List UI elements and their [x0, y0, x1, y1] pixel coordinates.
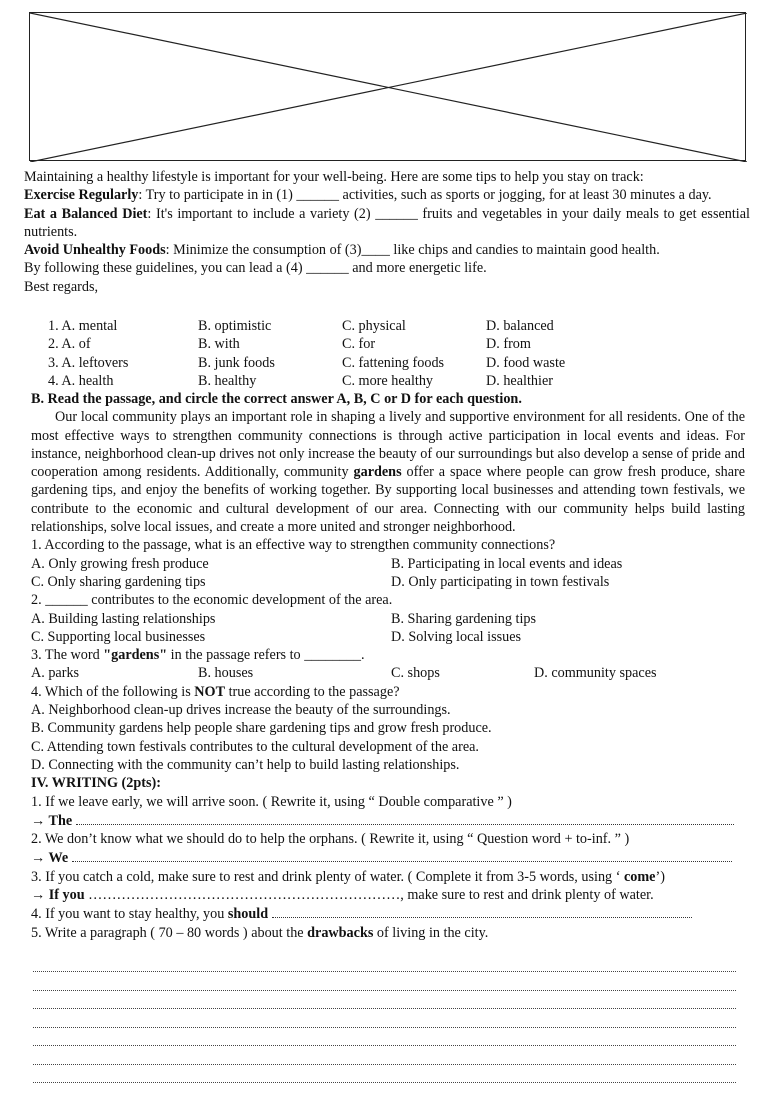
option[interactable]: B. houses — [198, 665, 254, 682]
writing-q2-answer — [31, 848, 745, 867]
writing-q1-answer — [31, 811, 745, 830]
writing-line[interactable] — [33, 1008, 736, 1009]
option[interactable]: B. optimistic — [198, 318, 272, 334]
part-b-heading: B. Read the passage, and circle the correct answer A, B, C or D for each question. — [31, 391, 522, 407]
q3-post: in the passage refers to ________. — [167, 647, 365, 664]
answer-line[interactable] — [76, 811, 734, 825]
intro-text: Maintaining a healthy lifestyle is important for your well-being. Here are some tips to help you stay on track: — [24, 169, 644, 185]
option[interactable]: D. community spaces — [534, 665, 657, 682]
reading-passage — [31, 408, 745, 536]
passage-part-1: Our local community plays an important role in shaping a lively and supportive environment for all residents. One of the most effective ways to strengthen community connections is through active participation in local events and ideas. For instance, neighborhood clean-up drives not only increase the beauty of our surroundings but also develop a sense of pride and cooperation among residents. Additionally, community — [31, 409, 745, 481]
q1-options-row — [31, 555, 745, 573]
tip-exercise-head: Exercise Regularly — [24, 187, 139, 204]
writing-line[interactable] — [33, 1064, 736, 1065]
q4-pre: 4. Which of the following is — [31, 683, 195, 700]
writing-line[interactable] — [33, 1045, 736, 1046]
q1-options-row — [31, 573, 745, 591]
option-row — [48, 317, 764, 335]
writing-line[interactable] — [33, 971, 736, 972]
w3-pre: 3. If you catch a cold, make sure to rest and drink plenty of water. ( Complete it from 3-5 words, using ‘ — [31, 868, 624, 885]
option[interactable]: B. Community gardens help people share gardening tips and grow fresh produce. — [31, 720, 492, 737]
option[interactable]: C. fattening foods — [342, 354, 445, 371]
tip-diet-head: Eat a Balanced Diet — [24, 205, 148, 222]
tip-diet-text: : It's important to include a variety (2) ______ fruits and vegetables in your daily meals to get essential nutrients. — [24, 205, 750, 240]
option[interactable]: C. more healthy — [342, 372, 434, 389]
writing-q3 — [31, 868, 745, 886]
option[interactable]: D. Solving local issues — [391, 628, 522, 645]
option[interactable]: D. balanced — [486, 318, 554, 334]
option[interactable]: C. physical — [342, 318, 406, 334]
option[interactable]: D. Connecting with the community can’t help to build lasting relationships. — [31, 756, 460, 773]
option[interactable]: C. Attending town festivals contributes to the cultural development of the area. — [31, 738, 479, 755]
tip-exercise-text: : Try to participate in in (1) ______ activities, such as sports or jogging, for at least 30 minutes a day. — [138, 187, 712, 204]
tip-exercise — [24, 186, 750, 204]
q4-post: true according to the passage? — [225, 683, 400, 700]
question-3 — [31, 646, 745, 664]
q4-bold: NOT — [194, 683, 226, 700]
part-a-text — [24, 168, 750, 296]
closing-text: By following these guidelines, you can lead a (4) ______ and more energetic life. — [24, 260, 487, 277]
option-row — [48, 335, 764, 353]
answer-prefix: → We — [31, 850, 69, 867]
w4-bold: should — [227, 906, 269, 923]
q2-options-row — [31, 610, 745, 628]
option[interactable]: D. healthier — [486, 372, 553, 389]
option[interactable]: D. Only participating in town festivals — [391, 573, 610, 590]
option[interactable]: 1. A. mental — [48, 318, 118, 334]
option[interactable]: A. Building lasting relationships — [31, 610, 216, 627]
option[interactable]: B. junk foods — [198, 354, 275, 371]
answer-prefix: → The — [31, 812, 73, 829]
tip-foods-text: : Minimize the consumption of (3)____ like chips and candies to maintain good health. — [165, 242, 660, 259]
w3-tail: , make sure to rest and drink plenty of water. — [400, 887, 654, 904]
tip-foods-head: Avoid Unhealthy Foods — [24, 242, 166, 259]
tip-diet — [24, 205, 750, 242]
writing-q1: 1. If we leave early, we will arrive soon. ( Rewrite it, using “ Double comparative ” ) — [31, 793, 512, 810]
option-row — [48, 372, 764, 390]
question-2: 2. ______ contributes to the economic development of the area. — [31, 592, 393, 609]
option[interactable]: B. healthy — [198, 372, 257, 389]
w4-pre: 4. If you want to stay healthy, you — [31, 906, 228, 923]
option[interactable]: C. shops — [391, 665, 440, 682]
option[interactable]: C. Supporting local businesses — [31, 628, 206, 645]
answer-dots[interactable]: ………………………………………………………… — [88, 887, 401, 904]
writing-q2: 2. We don’t know what we should do to help the orphans. ( Rewrite it, using “ Question word + to-inf. ” ) — [31, 831, 630, 848]
option[interactable]: 2. A. of — [48, 336, 91, 353]
option[interactable]: 3. A. leftovers — [48, 354, 129, 371]
part-b — [31, 390, 745, 942]
w5-bold: drawbacks — [307, 924, 374, 941]
writing-line[interactable] — [33, 1027, 736, 1028]
answer-line[interactable] — [272, 904, 692, 918]
option[interactable]: D. from — [486, 336, 531, 353]
w3-post: ’) — [655, 868, 665, 885]
passage-bold-word: gardens — [353, 464, 402, 481]
option[interactable]: A. Only growing fresh produce — [31, 555, 209, 572]
writing-q4 — [31, 904, 745, 923]
option[interactable]: A. parks — [31, 665, 80, 682]
writing-heading: IV. WRITING (2pts): — [31, 775, 161, 792]
question-1: 1. According to the passage, what is an effective way to strengthen community connections? — [31, 537, 556, 554]
regards-text: Best regards, — [24, 278, 99, 295]
option[interactable]: B. Sharing gardening tips — [391, 610, 537, 627]
q2-options-row — [31, 628, 745, 646]
option[interactable]: B. Participating in local events and ideas — [391, 555, 623, 572]
writing-q3-answer — [31, 886, 745, 904]
option[interactable]: 4. A. health — [48, 372, 114, 389]
tip-foods — [24, 241, 750, 259]
option[interactable]: A. Neighborhood clean-up drives increase the beauty of the surroundings. — [31, 702, 451, 719]
answer-prefix: → If you — [31, 887, 85, 904]
writing-q5 — [31, 924, 745, 942]
option[interactable]: D. food waste — [486, 354, 566, 371]
part-a-options — [48, 317, 764, 390]
w5-post: of living in the city. — [373, 924, 489, 941]
answer-line[interactable] — [72, 848, 732, 862]
option-row — [48, 354, 764, 372]
w3-bold: come — [623, 868, 656, 885]
q3-options-row — [31, 664, 745, 682]
passage-part-2: offer a space where people can grow fresh produce, share gardening tips, and enjoy the benefits of working together. By supporting local businesses and attending town festivals, we contribute to the economic and cultural development of our area. Connecting with our community helps build lasting relationships, solve local issues, and create a more united and stronger neighborhood. — [31, 464, 746, 536]
w5-pre: 5. Write a paragraph ( 70 – 80 words ) about the — [31, 924, 308, 941]
option[interactable]: C. for — [342, 336, 376, 353]
q3-bold: "gardens" — [103, 647, 168, 664]
writing-line[interactable] — [33, 1082, 736, 1083]
option[interactable]: B. with — [198, 336, 240, 353]
image-placeholder-cross — [30, 13, 747, 162]
image-placeholder — [29, 12, 746, 161]
question-4 — [31, 683, 745, 701]
option[interactable]: C. Only sharing gardening tips — [31, 573, 206, 590]
writing-line[interactable] — [33, 990, 736, 991]
q3-pre: 3. The word — [31, 647, 104, 664]
